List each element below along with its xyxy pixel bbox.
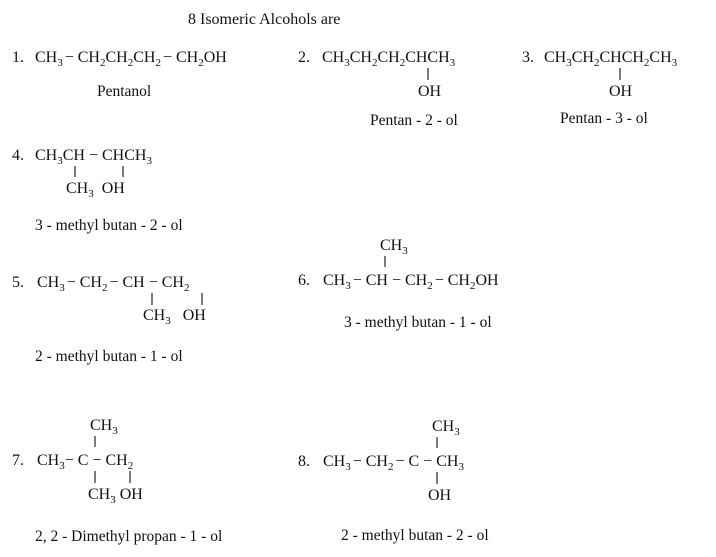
isomer-4-main-chain: $CH_3CH$ − $CHCH_3$ xyxy=(35,147,152,167)
diagram-title: 8 Isomeric Alcohols are xyxy=(188,11,341,28)
isomer-3-number: 3. xyxy=(522,49,534,66)
isomer-1-main-chain: $CH_3 - CH_2CH_2CH_2 - CH_2OH$ xyxy=(35,49,227,69)
isomer-8-number: 8. xyxy=(298,453,310,470)
isomer-4-substituents: $CH_3$ OH xyxy=(66,180,125,200)
isomer-7-name: 2, 2 - Dimethyl propan - 1 - ol xyxy=(35,528,223,545)
isomer-8-hydroxyl: OH xyxy=(428,487,452,504)
isomer-5 xyxy=(12,274,206,365)
isomer-4-name: 3 - methyl butan - 2 - ol xyxy=(35,217,183,234)
isomer-7-main-chain: $CH_3- C - CH_2$ xyxy=(37,452,134,472)
isomer-6-main-chain: $CH_3$ − CH − $CH_2 - CH_2OH$ xyxy=(323,272,499,292)
isomer-3-name: Pentan - 3 - ol xyxy=(560,110,648,127)
isomer-1 xyxy=(12,49,227,100)
isomer-5-name: 2 - methyl butan - 1 - ol xyxy=(35,348,183,365)
isomer-4-number: 4. xyxy=(12,147,24,164)
isomer-2 xyxy=(298,49,458,129)
isomer-5-main-chain: $CH_3 - CH_2$ − CH − $CH_2$ xyxy=(37,274,190,294)
isomer-2-hydroxyl: OH xyxy=(418,83,442,100)
isomer-5-substituents: $CH_3$ OH xyxy=(143,307,206,327)
isomer-3 xyxy=(522,49,678,127)
isomer-6-number: 6. xyxy=(298,272,310,289)
isomer-8-main-chain: $CH_3 - CH_2 - C - CH_3$ xyxy=(323,453,464,473)
isomer-2-name: Pentan - 2 - ol xyxy=(370,112,458,129)
isomer-3-main-chain: $CH_3CH_2CHCH_2CH_3$ xyxy=(544,49,678,69)
isomer-2-number: 2. xyxy=(298,49,310,66)
isomer-4 xyxy=(12,147,183,234)
isomer-2-main-chain: $CH_3CH_2CH_2CHCH_3$ xyxy=(322,49,456,69)
isomer-6 xyxy=(298,237,499,331)
isomer-8-name: 2 - methyl butan - 2 - ol xyxy=(341,527,489,544)
isomer-8-methyl-top: $CH_3$ xyxy=(432,418,460,438)
isomer-6-methyl-top: $CH_3$ xyxy=(380,237,408,257)
isomer-6-name: 3 - methyl butan - 1 - ol xyxy=(344,314,492,331)
isomer-1-number: 1. xyxy=(12,49,24,66)
isomer-7-methyl-top: $CH_3$ xyxy=(90,417,118,437)
isomer-7 xyxy=(12,417,222,545)
isomer-7-number: 7. xyxy=(12,452,24,469)
isomer-5-number: 5. xyxy=(12,274,24,291)
isomer-1-name: Pentanol xyxy=(97,83,152,100)
isomer-7-substituents: $CH_3$ OH xyxy=(88,486,143,506)
isomer-8 xyxy=(298,418,489,544)
isomer-3-hydroxyl: OH xyxy=(609,83,633,100)
